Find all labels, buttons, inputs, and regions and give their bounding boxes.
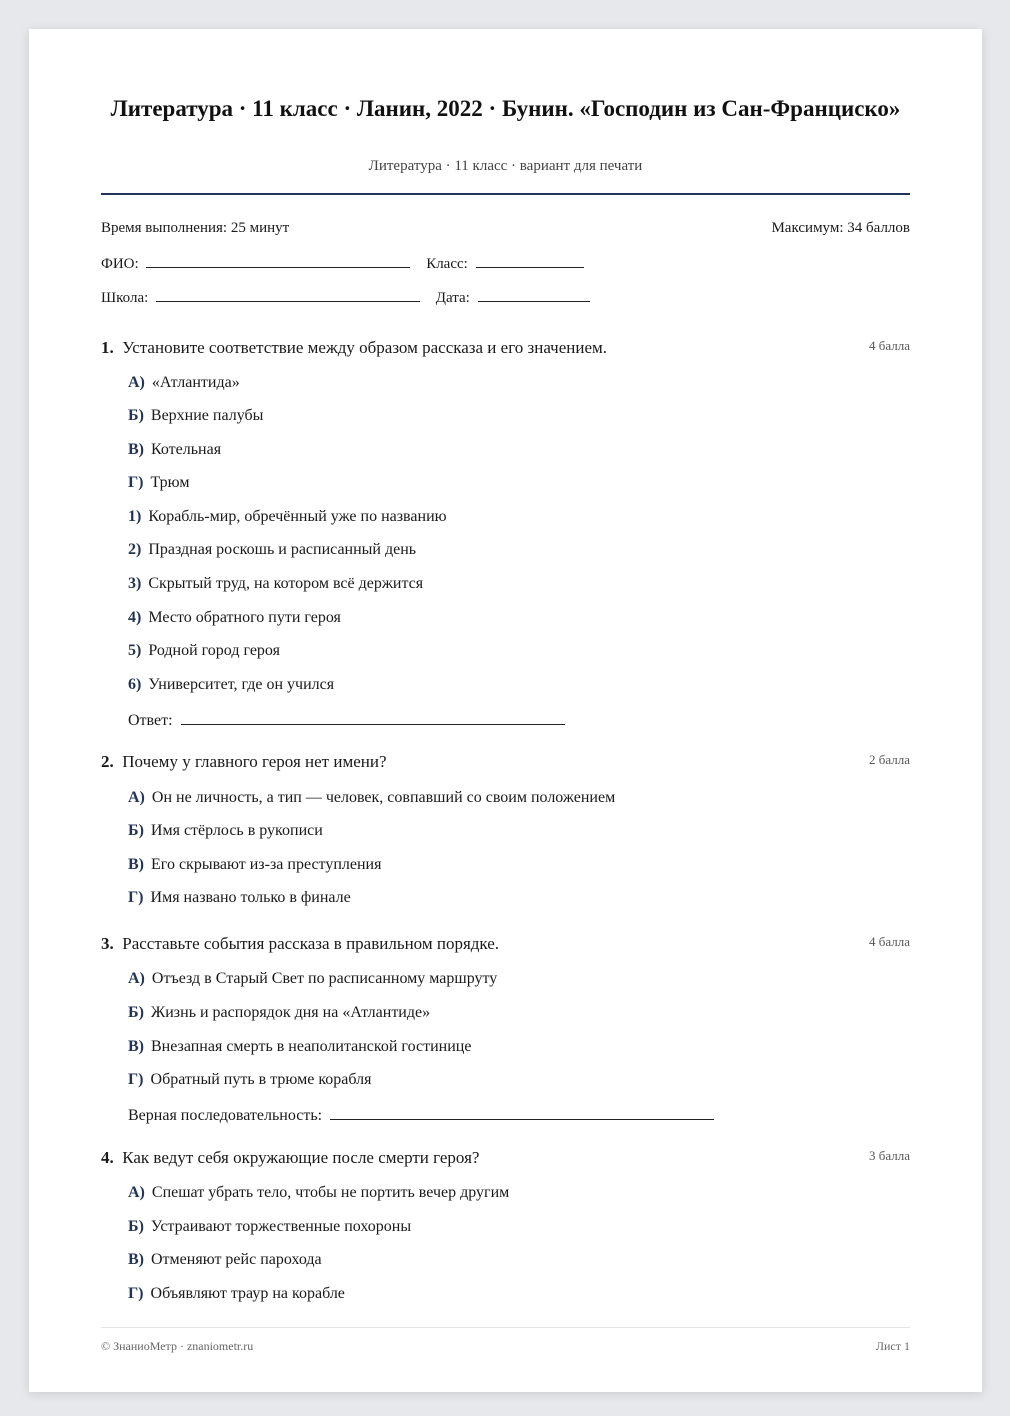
option-text: Имя стёрлось в рукописи <box>150 822 323 839</box>
page-footer <box>101 1339 910 1354</box>
option-text: Верхние палубы <box>150 407 264 424</box>
option[interactable] <box>128 575 423 593</box>
question-text: Расставьте события рассказа в правильном порядке. <box>122 934 500 953</box>
option-text: Его скрывают из-за преступления <box>151 856 382 873</box>
option-label: Б) <box>128 1218 144 1235</box>
question-3 <box>101 934 910 954</box>
option-label: 6) <box>128 676 142 693</box>
option-label: А) <box>128 789 145 806</box>
option-text: Корабль-мир, обречённый уже по названию <box>148 508 447 525</box>
option[interactable] <box>128 856 381 874</box>
option-label: А) <box>128 374 145 391</box>
option-label: Б) <box>128 822 144 839</box>
option-label: В) <box>128 856 144 873</box>
question-1 <box>101 338 910 358</box>
option-text: Отменяют рейс парохода <box>151 1251 322 1268</box>
school-label: Школа: <box>101 290 149 306</box>
meta-row <box>101 220 910 237</box>
date-field[interactable] <box>478 287 590 302</box>
class-label: Класс: <box>426 256 468 272</box>
option-text: Имя названо только в финале <box>150 889 351 906</box>
option-text: Котельная <box>151 441 222 458</box>
option[interactable] <box>128 676 334 694</box>
option-text: Спешат убрать тело, чтобы не портить вечер другим <box>151 1184 510 1201</box>
option-label: Б) <box>128 1004 144 1021</box>
option[interactable] <box>128 1184 509 1202</box>
fio-class-row <box>101 253 584 273</box>
page-number: Лист 1 <box>875 1339 910 1353</box>
option[interactable] <box>128 642 280 660</box>
option-label: В) <box>128 441 144 458</box>
option-label: В) <box>128 1038 144 1055</box>
question-2 <box>101 752 910 772</box>
option[interactable] <box>128 1285 345 1303</box>
option[interactable] <box>128 822 323 840</box>
option[interactable] <box>128 1071 371 1089</box>
option-label: А) <box>128 1184 145 1201</box>
option-label: Г) <box>128 889 144 906</box>
option-label: Г) <box>128 1285 144 1302</box>
option-label: Г) <box>128 474 144 491</box>
option[interactable] <box>128 970 497 988</box>
option-label: 4) <box>128 609 142 626</box>
option-label: 1) <box>128 508 142 525</box>
answer-label: Ответ: <box>128 712 173 729</box>
option[interactable] <box>128 407 263 425</box>
option-label: 3) <box>128 575 142 592</box>
page-title: Литература · 11 класс · Ланин, 2022 · Бунин. «Господин из Сан-Франциско» <box>110 96 901 121</box>
option-label: Б) <box>128 407 144 424</box>
option-text: Внезапная смерть в неаполитанской гостинице <box>151 1038 472 1055</box>
question-text: Как ведут себя окружающие после смерти героя? <box>122 1148 480 1167</box>
option[interactable] <box>128 789 615 807</box>
school-date-row <box>101 287 590 307</box>
option-text: Родной город героя <box>148 642 280 659</box>
option-text: Скрытый труд, на котором всё держится <box>148 575 424 592</box>
option-text: Жизнь и распорядок дня на «Атлантиде» <box>150 1004 431 1021</box>
option[interactable] <box>128 1038 471 1056</box>
question-points: 4 балла <box>869 338 910 353</box>
question-number: 1. <box>101 338 114 357</box>
question-points: 2 балла <box>869 752 910 767</box>
question-number: 2. <box>101 752 114 771</box>
option-label: 2) <box>128 541 142 558</box>
question-text: Установите соответствие между образом рассказа и его значением. <box>122 338 608 357</box>
date-label: Дата: <box>435 290 470 306</box>
option-text: Университет, где он учился <box>148 676 335 693</box>
question-text: Почему у главного героя нет имени? <box>122 752 387 771</box>
option-text: Устраивают торжественные похороны <box>150 1218 412 1235</box>
option[interactable] <box>128 1251 322 1269</box>
class-field[interactable] <box>476 253 584 268</box>
option-label: 5) <box>128 642 142 659</box>
option[interactable] <box>128 1218 411 1236</box>
option-text: Праздная роскошь и расписанный день <box>148 541 417 558</box>
option[interactable] <box>128 441 221 459</box>
option-label: А) <box>128 970 145 987</box>
header-divider <box>101 193 910 195</box>
option-text: Трюм <box>150 474 190 491</box>
option-text: Обратный путь в трюме корабля <box>150 1071 372 1088</box>
option[interactable] <box>128 609 341 627</box>
fio-field[interactable] <box>146 253 410 268</box>
question-points: 4 балла <box>869 934 910 949</box>
time-limit: Время выполнения: 25 минут <box>101 220 290 236</box>
option[interactable] <box>128 508 447 526</box>
worksheet-page <box>29 29 982 1392</box>
max-score: Максимум: 34 баллов <box>771 220 910 236</box>
option[interactable] <box>128 889 351 907</box>
option-label: В) <box>128 1251 144 1268</box>
page-subtitle: Литература · 11 класс · вариант для печати <box>368 158 643 174</box>
fio-label: ФИО: <box>101 256 139 272</box>
option[interactable] <box>128 474 190 492</box>
question-number: 3. <box>101 934 114 953</box>
answer-row <box>128 1105 714 1125</box>
question-number: 4. <box>101 1148 114 1167</box>
option-text: Объявляют траур на корабле <box>150 1285 345 1302</box>
footer-divider <box>101 1327 910 1328</box>
option[interactable] <box>128 1004 430 1022</box>
answer-field[interactable] <box>330 1105 714 1120</box>
option-text: «Атлантида» <box>151 374 240 391</box>
question-4 <box>101 1148 910 1168</box>
option[interactable] <box>128 541 416 559</box>
option-label: Г) <box>128 1071 144 1088</box>
option-text: Место обратного пути героя <box>148 609 341 626</box>
answer-row <box>128 710 565 730</box>
answer-field[interactable] <box>181 710 565 725</box>
question-points: 3 балла <box>869 1148 910 1163</box>
option-text: Отъезд в Старый Свет по расписанному маршруту <box>151 970 498 987</box>
answer-label: Верная последовательность: <box>128 1107 323 1124</box>
option-text: Он не личность, а тип — человек, совпавший со своим положением <box>151 789 616 806</box>
option[interactable] <box>128 374 240 392</box>
school-field[interactable] <box>156 287 420 302</box>
footer-copyright: © ЗнаниоМетр · znaniometr.ru <box>101 1339 254 1353</box>
